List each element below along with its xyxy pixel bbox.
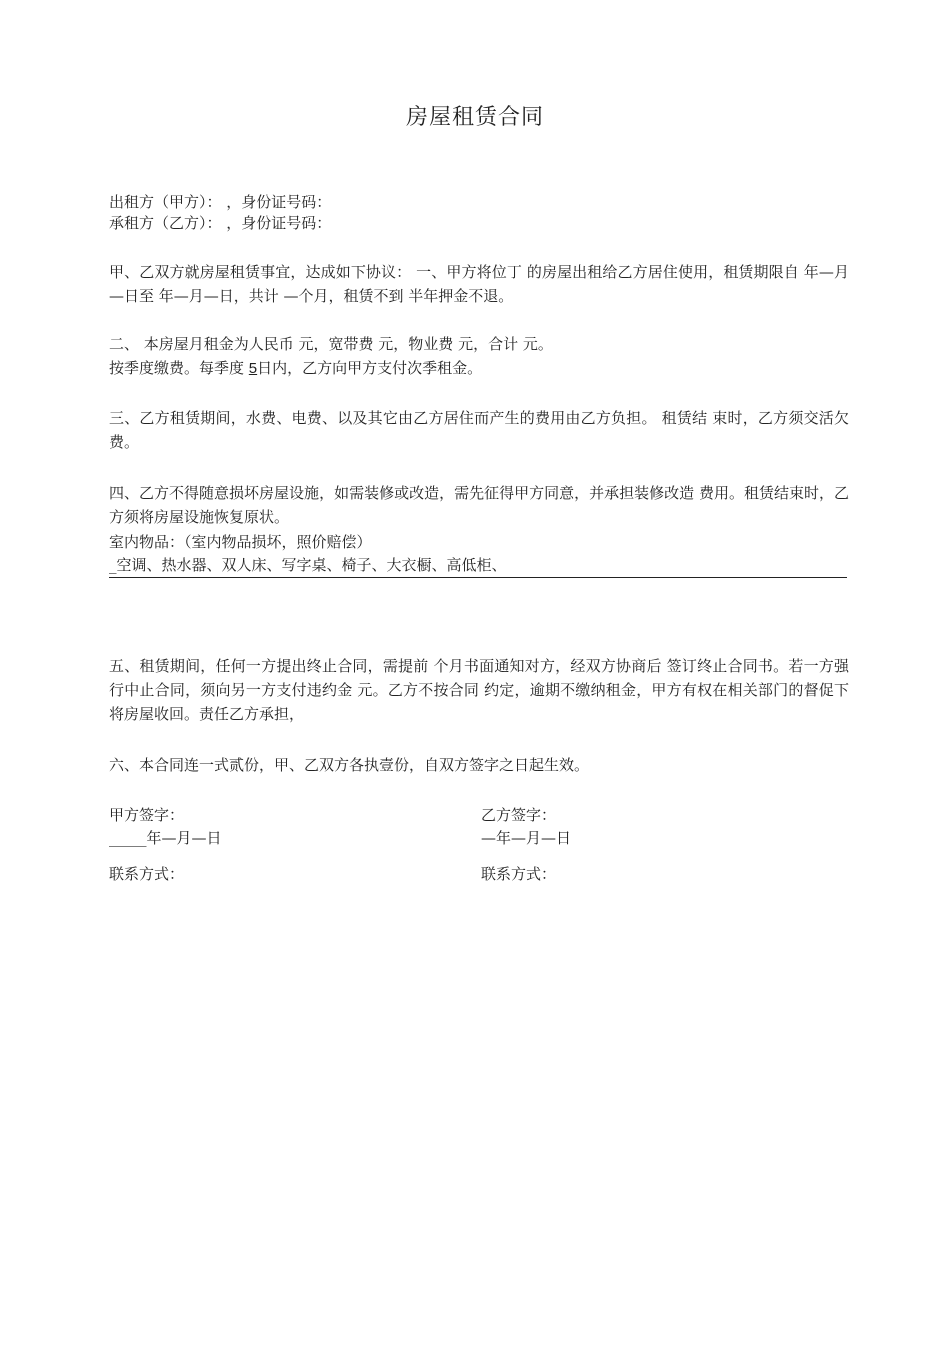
fifth-clause: 五、租赁期间，任何一方提出终止合同，需提前 个月书面通知对方，经双方协商后 签订终止合同书。若一方强行中止合同，须向另一方支付违约金 元。乙方不按合同 约定，逾期不缴纳租金，甲方有权在相关部门的督促下将房屋收回。责任乙方承担， xyxy=(109,657,849,723)
party-b-date: —年—月—日 xyxy=(481,829,572,847)
items-label: 室内物品：（室内物品损坏，照价赔偿） xyxy=(109,533,372,551)
lessor-line: 出租方（甲方）： ，身份证号码： xyxy=(109,193,332,211)
party-a-date: _____年—月—日 xyxy=(109,829,222,847)
rent-line2-suffix: 日内，乙方向甲方支付次季租金。 xyxy=(257,359,483,377)
rent-due-day: 5 xyxy=(248,360,258,377)
document-title: 房屋租赁合同 xyxy=(405,105,544,130)
party-b-signature-label: 乙方签字： xyxy=(481,806,557,824)
party-a-contact: 联系方式： xyxy=(109,865,185,883)
items-list: _空调、热水器、双人床、写字桌、椅子、大衣橱、高低柜、 xyxy=(109,553,847,578)
rent-clause-line1: 二、 本房屋月租金为人民币 元，宽带费 元，物业费 元，合计 元。 xyxy=(109,335,553,353)
party-a-signature-label: 甲方签字： xyxy=(109,806,185,824)
lessee-line: 承租方（乙方）： ，身份证号码： xyxy=(109,214,332,232)
party-b-contact: 联系方式： xyxy=(481,865,557,883)
sixth-clause: 六、本合同连一式贰份，甲、乙双方各执壹份，自双方签字之日起生效。 xyxy=(109,756,590,774)
intro-clause: 甲、乙双方就房屋租赁事宜，达成如下协议： 一、甲方将位丁 的房屋出租给乙方居住使用，租赁期限自 年—月—日至 年—月—日，共计 —个月，租赁不到 半年押金不退。 xyxy=(109,263,849,305)
rent-line2-prefix: 按季度缴费。每季度 xyxy=(109,359,245,377)
rent-clause-line2 xyxy=(109,357,482,380)
fourth-clause: 四、乙方不得随意损坏房屋设施，如需装修或改造，需先征得甲方同意，并承担装修改造 费用。租赁结束时，乙方须将房屋设施恢复原状。 xyxy=(109,484,849,526)
third-clause: 三、乙方租赁期间，水费、电费、以及其它由乙方居住而产生的费用由乙方负担。 租赁结 束时，乙方须交活欠费。 xyxy=(109,409,849,451)
